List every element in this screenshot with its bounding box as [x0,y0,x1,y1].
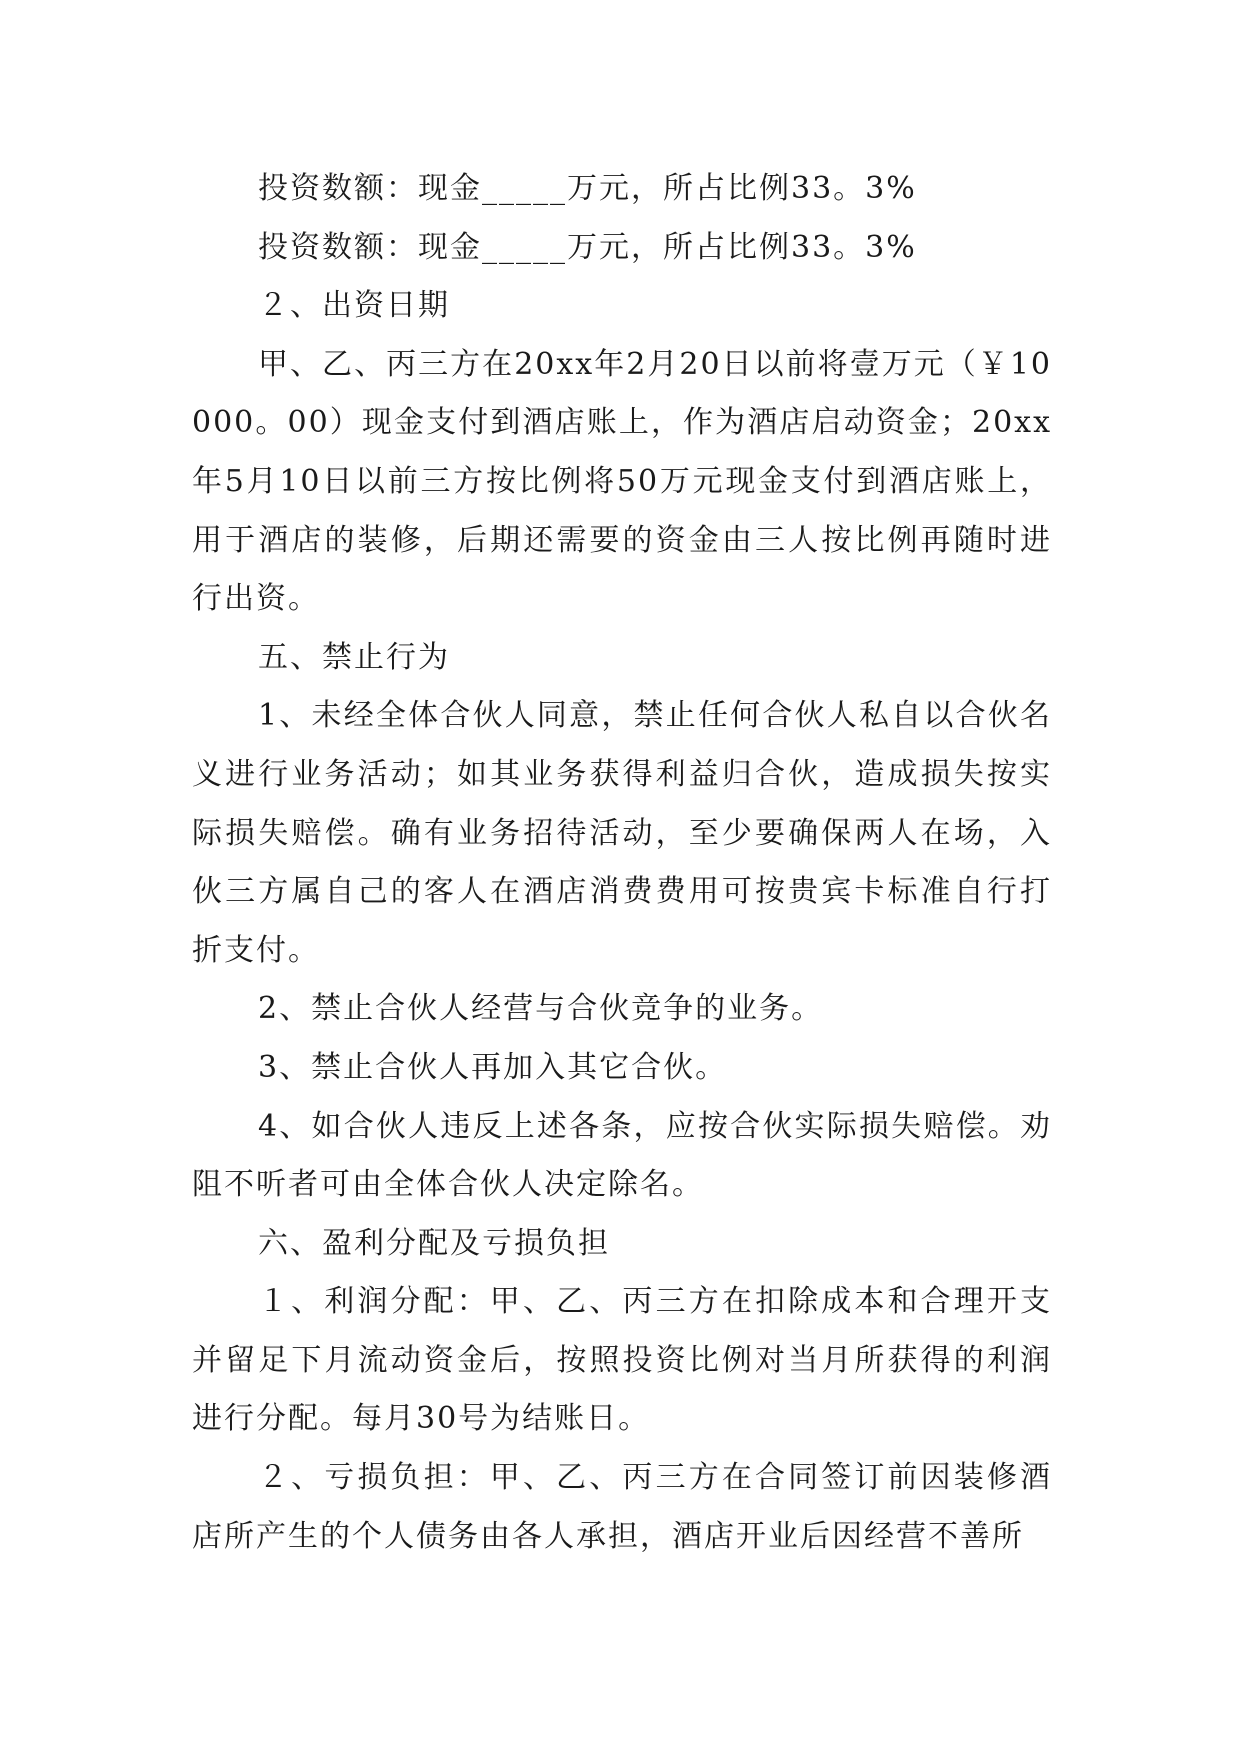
profit-distribution-paragraph: １、利润分配：甲、乙、丙三方在扣除成本和合理开支并留足下月流动资金后，按照投资比例对当月所获得的利润进行分配。每月30号为结账日。 [192,1284,1052,1437]
prohibited-act-4: 4、如合伙人违反上述各条，应按合伙实际损失赔偿。劝阻不听者可由全体合伙人决定除名。 [192,1108,1052,1203]
prohibited-act-2: 2、禁止合伙人经营与合伙竞争的业务。 [258,991,824,1027]
contribution-date-paragraph: 甲、乙、丙三方在20xx年2月20日以前将壹万元（￥10000。00）现金支付到酒店账上，作为酒店启动资金；20xx年5月10日以前三方按比例将50万元现金支付到酒店账上，用于酒店的装修，后期还需要的资金由三人按比例再随时进行出资。 [192,346,1052,617]
prohibited-act-3: 3、禁止合伙人再加入其它合伙。 [258,1049,728,1085]
section-heading-contribution-date: ２、出资日期 [258,288,450,324]
prohibited-act-1: 1、未经全体合伙人同意，禁止任何合伙人私自以合伙名义进行业务活动；如其业务获得利益归合伙，造成损失按实际损失赔偿。确有业务招待活动，至少要确保两人在场，入伙三方属自己的客人在酒店消费费用可按贵宾卡标准自行打折支付。 [192,698,1052,968]
section-heading-prohibited-acts: 五、禁止行为 [258,639,450,675]
investment-amount-line-1: 投资数额：现金_____万元，所占比例33。3% [258,171,917,206]
document-body [192,160,1052,1566]
section-heading-profit-loss: 六、盈利分配及亏损负担 [258,1225,610,1261]
investment-amount-line-2: 投资数额：现金_____万元，所占比例33。3% [258,229,917,265]
loss-bearing-paragraph: ２、亏损负担：甲、乙、丙三方在合同签订前因装修酒店所产生的个人债务由各人承担，酒店开业后因经营不善所 [192,1460,1052,1554]
